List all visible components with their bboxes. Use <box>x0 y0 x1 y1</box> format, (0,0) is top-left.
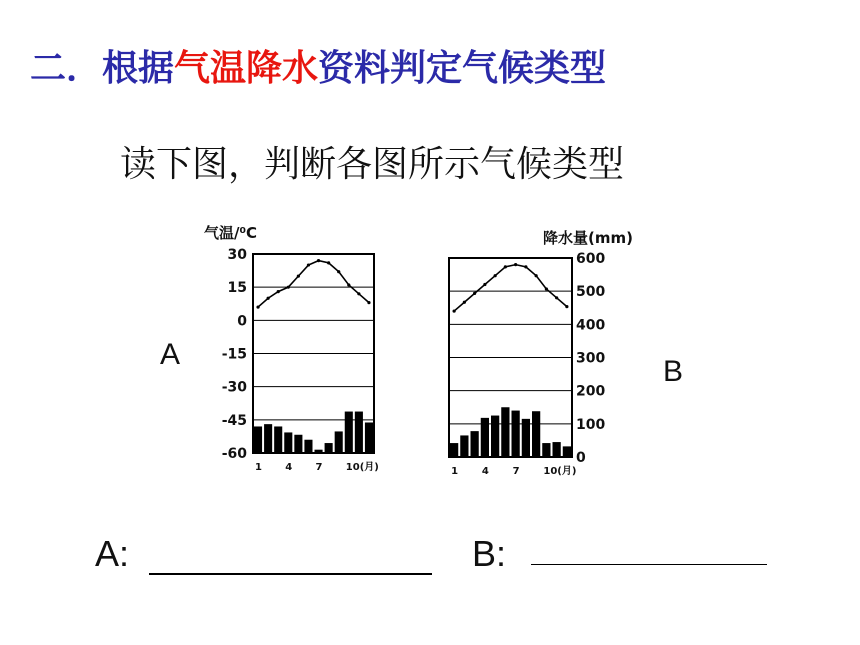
chart-a-y-tick: 30 <box>227 247 247 263</box>
chart-b-y-tick: 300 <box>576 350 606 367</box>
chart-a-temp-point <box>297 275 300 278</box>
chart-a-precip-bar <box>325 443 333 453</box>
chart-b-temp-point <box>483 283 486 286</box>
chart-a-precip-bar <box>345 412 353 453</box>
chart-a-precip-bar <box>274 426 282 453</box>
chart-a-temp-point <box>307 263 310 266</box>
chart-b-temp-point <box>524 265 527 268</box>
chart-a-precip-bar <box>355 412 363 453</box>
chart-a-y-tick: 0 <box>237 313 247 330</box>
chart-b-temp-point <box>514 263 517 266</box>
chart-b-y-tick: 400 <box>576 317 606 334</box>
chart-b-temp-point <box>504 265 507 268</box>
chart-a-temp-point <box>347 283 350 286</box>
chart-a-y-tick: -30 <box>221 379 247 396</box>
chart-b-label: B <box>663 355 684 388</box>
chart-b-precip-axis-title: 降水量(mm) <box>543 229 633 247</box>
chart-a-y-tick: -45 <box>221 412 247 429</box>
chart-b-precip-bar <box>481 418 489 457</box>
chart-a-precip-bar <box>335 431 343 453</box>
chart-b-y-tick: 600 <box>576 251 606 267</box>
chart-a-y-tick: -15 <box>221 346 247 363</box>
chart-b-temp-line <box>454 265 567 311</box>
chart-a-y-tick: -60 <box>221 446 247 462</box>
chart-a-temp-point <box>367 301 370 304</box>
chart-b-temp-point <box>535 274 538 277</box>
chart-b-precip-bar <box>512 411 520 457</box>
title-highlight: 气温降水 <box>174 48 319 89</box>
chart-a-temp-axis-title: 气温/⁰C <box>204 224 258 242</box>
chart-b-precip-bar <box>522 419 530 457</box>
chart-b-temp-point <box>473 292 476 295</box>
answer-b-label: B: <box>472 533 507 574</box>
chart-b-precip-bar <box>553 442 561 457</box>
chart-a-temp-point <box>317 259 320 262</box>
page-subtitle: 读下图，判断各图所示气候类型 <box>120 144 625 185</box>
chart-b-precip-bar <box>563 446 571 457</box>
chart-a-temp-point <box>267 297 270 300</box>
chart-a-x-tick: 10(月) <box>345 462 379 473</box>
chart-b-temp-point <box>545 287 548 290</box>
chart-b-x-tick: 1 <box>451 466 459 477</box>
chart-b-y-tick: 100 <box>576 416 606 433</box>
chart-a-temp-point <box>357 292 360 295</box>
chart-b-temp-point <box>555 296 558 299</box>
chart-b-x-tick: 10(月) <box>543 466 577 477</box>
answer-b-blank[interactable] <box>531 564 767 565</box>
chart-b-precip-bar <box>460 435 468 457</box>
chart-a-precip-bar <box>264 424 272 453</box>
chart-a-x-tick: 4 <box>285 462 293 473</box>
chart-b-y-tick: 500 <box>576 284 606 301</box>
chart-a-temp-point <box>327 261 330 264</box>
chart-b-x-tick: 7 <box>512 466 520 477</box>
title-prefix: 二．根据 <box>30 48 175 89</box>
chart-a-temp-line <box>258 261 369 307</box>
chart-b-temp-point <box>453 309 456 312</box>
answer-a-blank[interactable] <box>149 573 432 575</box>
chart-a-temp-point <box>256 305 259 308</box>
title-suffix: 资料判定气候类型 <box>318 48 607 89</box>
chart-a-label: A <box>160 338 181 371</box>
chart-a-precip-bar <box>365 422 373 453</box>
chart-a-temp-point <box>337 270 340 273</box>
chart-b-temp-point <box>494 274 497 277</box>
chart-a-precip-bar <box>284 432 292 453</box>
chart-b-precip-bar <box>491 416 499 457</box>
chart-a-precip-bar <box>315 450 323 453</box>
chart-b-y-tick: 0 <box>576 450 586 466</box>
chart-a-precip-bar <box>254 426 262 453</box>
chart-b-temp-point <box>463 301 466 304</box>
chart-a-x-tick: 1 <box>255 462 263 473</box>
chart-b-y-tick: 200 <box>576 383 606 400</box>
chart-a-x-tick: 7 <box>315 462 323 473</box>
chart-b-x-tick: 4 <box>481 466 489 477</box>
chart-b-precip-bar <box>450 443 458 457</box>
chart-b-precip-bar <box>542 443 550 457</box>
answer-a-label: A: <box>95 533 130 574</box>
chart-a-precip-bar <box>304 440 312 453</box>
chart-b-precip-bar <box>532 411 540 457</box>
chart-a-precip-bar <box>294 435 302 453</box>
chart-a-temp-point <box>287 286 290 289</box>
chart-a-y-tick: 15 <box>227 280 247 297</box>
chart-b-precip-bar <box>471 431 479 457</box>
chart-b-precip-bar <box>501 407 509 457</box>
chart-a-temp-point <box>277 290 280 293</box>
chart-b-temp-point <box>565 305 568 308</box>
